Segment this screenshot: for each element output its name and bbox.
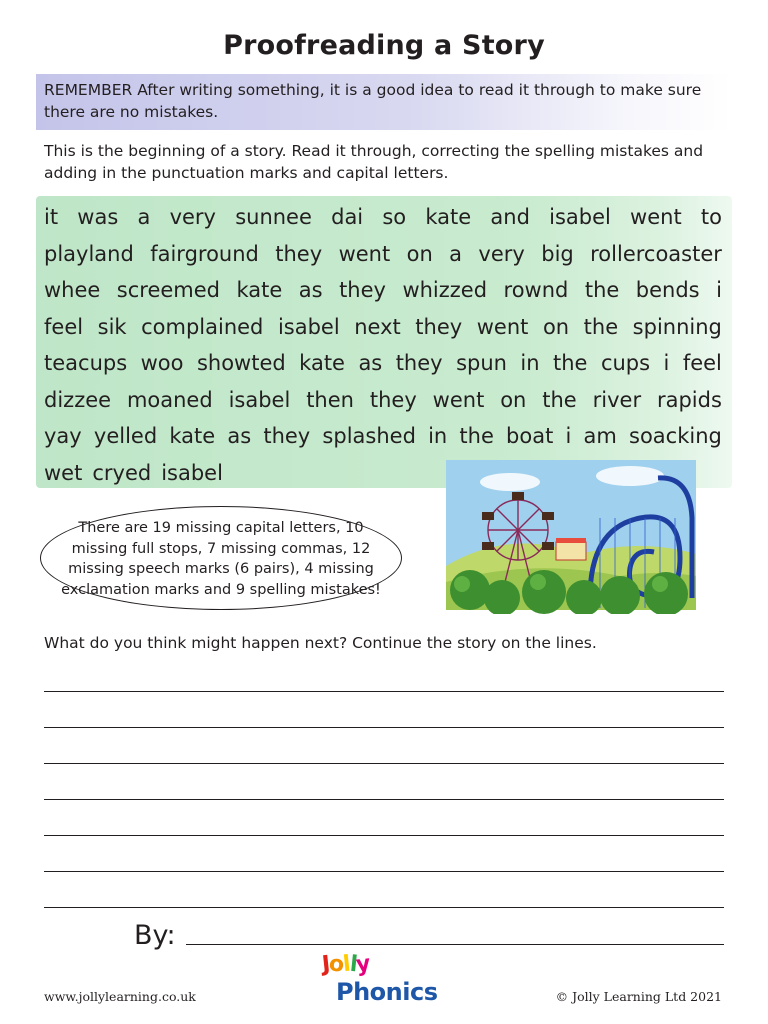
story-word: am: [583, 424, 617, 448]
jolly-phonics-logo: [316, 952, 450, 1010]
story-word: went: [432, 387, 485, 412]
story-line: [44, 272, 722, 308]
writing-line: [44, 835, 724, 836]
story-word: it: [44, 205, 59, 229]
name-line: [186, 944, 724, 945]
story-word: very: [169, 205, 216, 229]
story-word: a: [137, 205, 151, 229]
story-word: feel: [44, 314, 84, 339]
writing-line: [44, 871, 724, 872]
story-word: cryed: [92, 460, 152, 485]
story-word: isabel: [228, 387, 291, 412]
story-word: big: [541, 241, 574, 266]
story-word: yay: [44, 424, 82, 448]
story-word: teacups: [44, 351, 128, 375]
story-line: [44, 418, 722, 454]
story-word: sik: [97, 314, 127, 339]
logo-letter: o: [327, 951, 345, 978]
story-word: isabel: [549, 205, 611, 229]
logo-letter: J: [320, 951, 331, 978]
story-word: whee: [44, 278, 101, 302]
story-word: the: [553, 351, 588, 375]
story-line: [44, 345, 722, 381]
story-word: in: [520, 351, 540, 375]
writing-line: [44, 691, 724, 692]
story-word: the: [583, 314, 619, 339]
story-word: woo: [140, 351, 184, 375]
story-word: to: [700, 205, 722, 229]
story-word: and: [490, 205, 530, 229]
story-word: spun: [456, 351, 507, 375]
story-word: in: [428, 424, 448, 448]
copyright: © Jolly Learning Ltd 2021: [555, 989, 722, 1004]
story-word: i: [663, 351, 670, 375]
story-word: as: [298, 278, 323, 302]
story-word: kate: [236, 278, 283, 302]
story-word: soacking: [629, 424, 722, 448]
logo-letter: l: [348, 951, 358, 978]
story-line: [44, 199, 722, 235]
story-word: spinning: [632, 314, 722, 339]
remember-text: REMEMBER After writing something, it is a good idea to read it through to make sure there are no mistakes.: [44, 81, 702, 121]
story-word: then: [306, 387, 354, 412]
writing-line: [44, 907, 724, 908]
story-word: they: [339, 278, 386, 302]
story-word: wet: [44, 460, 83, 485]
story-word: kate: [299, 351, 345, 375]
writing-line: [44, 727, 724, 728]
story-word: rollercoaster: [590, 241, 722, 266]
story-word: feel: [682, 351, 722, 375]
story-word: kate: [425, 205, 472, 229]
story-word: went: [476, 314, 529, 339]
story-word: as: [358, 351, 383, 375]
story-line: [44, 309, 722, 345]
logo-phonics: Phonics: [336, 978, 438, 1006]
story-word: screemed: [116, 278, 221, 302]
logo-letter: l: [342, 951, 352, 978]
story-word: bends: [635, 278, 700, 302]
logo-letter: y: [355, 951, 372, 978]
website-url: www.jollylearning.co.uk: [44, 989, 196, 1004]
story-word: cups: [600, 351, 651, 375]
story-word: on: [542, 314, 570, 339]
story-word: rapids: [656, 387, 722, 412]
story-word: i: [565, 424, 572, 448]
story-word: showted: [196, 351, 286, 375]
story-line: [44, 382, 722, 418]
story-word: they: [263, 424, 311, 448]
story-word: on: [406, 241, 433, 266]
story-line: [44, 236, 722, 272]
story-word: isabel: [277, 314, 340, 339]
story-word: went: [338, 241, 391, 266]
story-word: playland: [44, 241, 134, 266]
story-word: they: [275, 241, 323, 266]
story-word: they: [395, 351, 443, 375]
story-word: on: [500, 387, 527, 412]
story-word: dai: [331, 205, 364, 229]
story-word: the: [459, 424, 494, 448]
instructions: This is the beginning of a story. Read it through, correcting the spelling mistakes and adding in the punctuation marks and capital letters.: [44, 142, 704, 182]
story-word: was: [77, 205, 119, 229]
story-word: the: [584, 278, 620, 302]
story-word: isabel: [161, 460, 223, 485]
story-word: kate: [169, 424, 216, 448]
story-word: moaned: [126, 387, 213, 412]
story-word: fairground: [150, 241, 259, 266]
story-word: next: [354, 314, 401, 339]
story-word: whizzed: [402, 278, 488, 302]
story-word: splashed: [322, 424, 416, 448]
story-word: dizzee: [44, 387, 112, 412]
story-word: complained: [141, 314, 264, 339]
story-word: yelled: [93, 424, 158, 448]
story-word: sunnee: [235, 205, 312, 229]
continue-prompt: What do you think might happen next? Continue the story on the lines.: [44, 634, 597, 652]
hint-text: There are 19 missing capital letters, 10 missing full stops, 7 missing commas, 12 missing speech marks (6 pairs), 4 missing exclamation marks and 9 spelling mistakes!: [61, 520, 381, 598]
story-word: they: [369, 387, 417, 412]
writing-line: [44, 763, 724, 764]
story-word: they: [415, 314, 463, 339]
story-word: rownd: [503, 278, 569, 302]
story-word: i: [716, 278, 722, 302]
page-title: Proofreading a Story: [223, 30, 545, 61]
story-word: went: [630, 205, 682, 229]
fairground-illustration: [440, 458, 702, 614]
story-word: so: [382, 205, 407, 229]
story-word: the: [542, 387, 577, 412]
story-word: as: [227, 424, 252, 448]
by-label: By:: [134, 920, 176, 951]
story-word: river: [592, 387, 642, 412]
writing-line: [44, 799, 724, 800]
story-word: very: [478, 241, 525, 266]
story-word: a: [449, 241, 463, 266]
story-word: boat: [506, 424, 554, 448]
logo-jolly: [322, 952, 370, 977]
